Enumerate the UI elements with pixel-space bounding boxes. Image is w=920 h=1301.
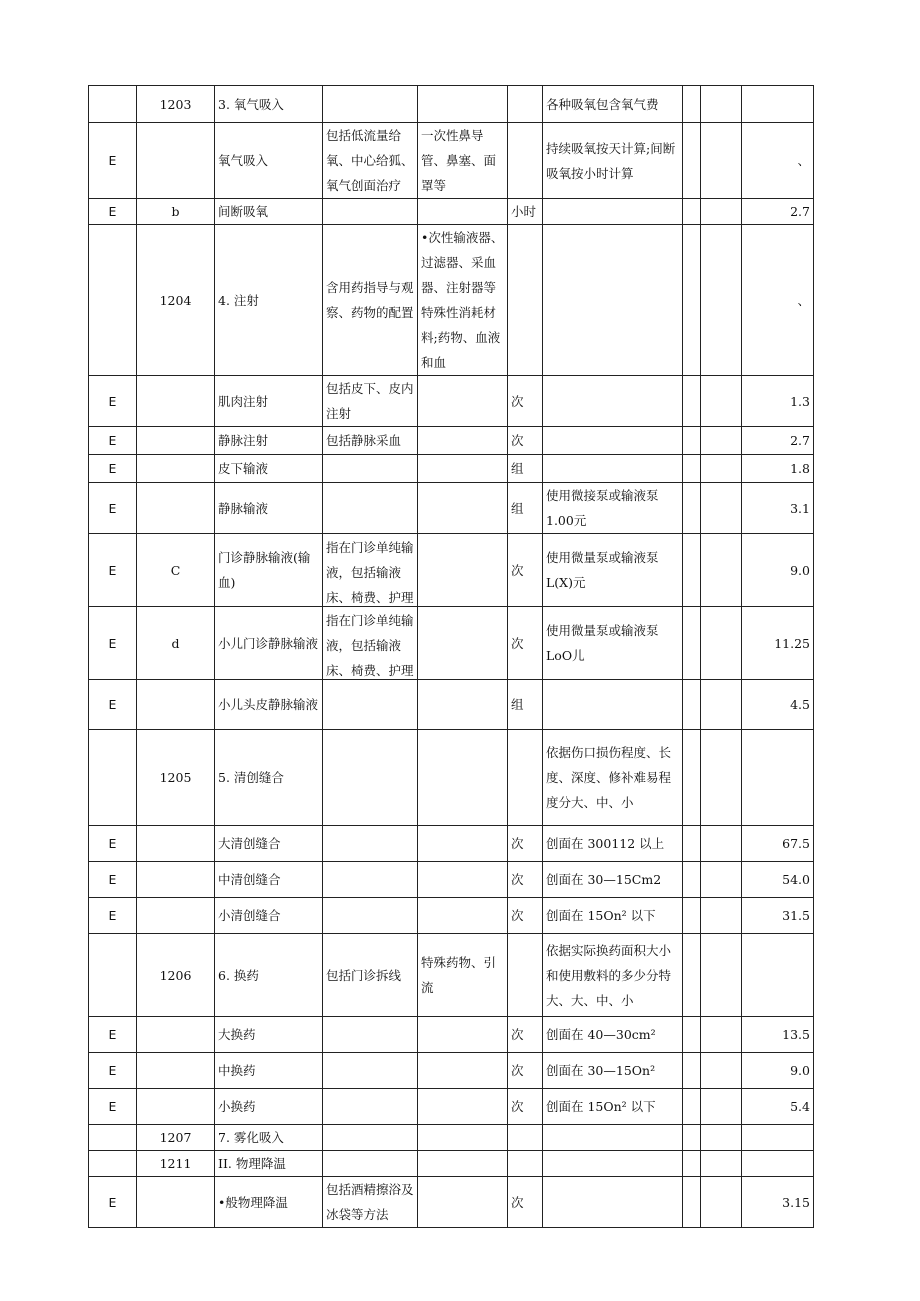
category-cell: E: [89, 427, 137, 455]
price-cell: 1.3: [742, 376, 814, 427]
note-cell: 依据伤口损伤程度、长度、深度、修补难易程度分大、中、小: [543, 730, 683, 826]
unit-cell: [508, 123, 543, 199]
price-cell: 2.7: [742, 427, 814, 455]
blank-cell: [701, 376, 742, 427]
content-cell: [323, 898, 418, 934]
blank-cell: [701, 826, 742, 862]
item-name-cell: 7. 雾化吸入: [215, 1125, 323, 1151]
category-cell: E: [89, 1089, 137, 1125]
blank-cell: [683, 123, 701, 199]
note-cell: [543, 225, 683, 376]
item-name-cell: •般物理降温: [215, 1177, 323, 1228]
table-row: [89, 483, 814, 534]
price-cell: 9.0: [742, 1053, 814, 1089]
unit-cell: [508, 225, 543, 376]
table-row: [89, 862, 814, 898]
unit-cell: [508, 86, 543, 123]
note-cell: [543, 1125, 683, 1151]
content-text: 指在门诊单纯输液，包括输液床、椅费、护理: [326, 539, 414, 605]
category-cell: E: [89, 123, 137, 199]
table-row: [89, 898, 814, 934]
category-cell: E: [89, 376, 137, 427]
content-cell: 含用药指导与观察、药物的配置: [323, 225, 418, 376]
code-cell: [137, 862, 215, 898]
blank-cell: [683, 934, 701, 1017]
blank-cell: [701, 1053, 742, 1089]
table-row: [89, 123, 814, 199]
price-cell: 4.5: [742, 680, 814, 730]
blank-cell: [701, 1151, 742, 1177]
code-cell: b: [137, 199, 215, 225]
code-cell: [137, 1177, 215, 1228]
table-row: [89, 534, 814, 607]
content-cell: [323, 1089, 418, 1125]
table-row: [89, 86, 814, 123]
material-cell: •次性输液器、过滤器、采血器、注射器等特殊性消耗材料;药物、血液和血: [418, 225, 508, 376]
content-cell: [323, 455, 418, 483]
blank-cell: [701, 123, 742, 199]
table-row: [89, 225, 814, 376]
content-cell: [323, 199, 418, 225]
code-cell: 1205: [137, 730, 215, 826]
table-row: [89, 730, 814, 826]
blank-cell: [683, 376, 701, 427]
note-cell: [543, 376, 683, 427]
material-cell: [418, 455, 508, 483]
content-cell: 包括酒精擦浴及冰袋等方法: [323, 1177, 418, 1228]
content-cell: [323, 680, 418, 730]
blank-cell: [683, 607, 701, 680]
unit-cell: 次: [508, 1017, 543, 1053]
content-cell: [323, 826, 418, 862]
category-cell: E: [89, 680, 137, 730]
material-cell: [418, 826, 508, 862]
unit-cell: 次: [508, 1177, 543, 1228]
material-cell: [418, 862, 508, 898]
price-cell: [742, 1125, 814, 1151]
content-cell: [323, 1151, 418, 1177]
item-name-cell: 大换药: [215, 1017, 323, 1053]
blank-cell: [683, 225, 701, 376]
category-cell: E: [89, 862, 137, 898]
table-row: [89, 455, 814, 483]
item-name-cell: 3. 氧气吸入: [215, 86, 323, 123]
category-cell: [89, 1125, 137, 1151]
blank-cell: [683, 199, 701, 225]
item-name-cell: 小清创缝合: [215, 898, 323, 934]
blank-cell: [683, 534, 701, 607]
price-cell: 31.5: [742, 898, 814, 934]
code-cell: [137, 1053, 215, 1089]
unit-cell: 次: [508, 376, 543, 427]
category-cell: E: [89, 826, 137, 862]
material-cell: [418, 1177, 508, 1228]
unit-cell: 组: [508, 483, 543, 534]
note-cell: 各种吸氧包含氧气费: [543, 86, 683, 123]
content-cell: [323, 1125, 418, 1151]
table-row: [89, 1125, 814, 1151]
content-cell: [323, 534, 418, 607]
blank-cell: [701, 534, 742, 607]
material-cell: [418, 1017, 508, 1053]
note-cell: 持续吸氧按天计算;间断吸氧按小时计算: [543, 123, 683, 199]
content-cell: [323, 1017, 418, 1053]
price-cell: 3.15: [742, 1177, 814, 1228]
code-cell: d: [137, 607, 215, 680]
unit-cell: 组: [508, 455, 543, 483]
table-row: [89, 427, 814, 455]
blank-cell: [683, 1177, 701, 1228]
price-cell: 11.25: [742, 607, 814, 680]
blank-cell: [701, 680, 742, 730]
item-name-cell: 中清创缝合: [215, 862, 323, 898]
item-name-cell: 4. 注射: [215, 225, 323, 376]
blank-cell: [683, 86, 701, 123]
price-cell: 1.8: [742, 455, 814, 483]
table-row: [89, 1151, 814, 1177]
code-cell: [137, 1017, 215, 1053]
blank-cell: [683, 1017, 701, 1053]
blank-cell: [683, 826, 701, 862]
price-cell: 9.0: [742, 534, 814, 607]
blank-cell: [701, 225, 742, 376]
blank-cell: [701, 862, 742, 898]
table-body: [89, 86, 814, 1228]
material-cell: [418, 427, 508, 455]
blank-cell: [683, 1151, 701, 1177]
material-cell: [418, 376, 508, 427]
code-cell: 1211: [137, 1151, 215, 1177]
blank-cell: [701, 86, 742, 123]
table-row: [89, 1017, 814, 1053]
category-cell: [89, 225, 137, 376]
code-cell: [137, 427, 215, 455]
code-cell: [137, 826, 215, 862]
blank-cell: [701, 1177, 742, 1228]
note-cell: 创面在 30—15On²: [543, 1053, 683, 1089]
blank-cell: [683, 1053, 701, 1089]
unit-cell: 次: [508, 427, 543, 455]
category-cell: E: [89, 898, 137, 934]
note-cell: [543, 199, 683, 225]
blank-cell: [701, 483, 742, 534]
content-cell: 包括门诊拆线: [323, 934, 418, 1017]
content-cell: 包括皮下、皮内注射: [323, 376, 418, 427]
unit-cell: [508, 1151, 543, 1177]
note-cell: [543, 680, 683, 730]
item-name-cell: 小儿门诊静脉输液: [215, 607, 323, 680]
code-cell: [137, 376, 215, 427]
material-cell: [418, 1089, 508, 1125]
content-cell: [323, 86, 418, 123]
price-cell: 、: [742, 225, 814, 376]
material-cell: 一次性鼻导管、鼻塞、面罩等: [418, 123, 508, 199]
item-name-cell: 肌肉注射: [215, 376, 323, 427]
category-cell: E: [89, 199, 137, 225]
note-cell: 依据实际换药面积大小和使用敷料的多少分特大、大、中、小: [543, 934, 683, 1017]
content-cell: 包括静脉采血: [323, 427, 418, 455]
table-row: [89, 934, 814, 1017]
price-cell: 5.4: [742, 1089, 814, 1125]
content-cell: [323, 607, 418, 680]
price-cell: [742, 1151, 814, 1177]
blank-cell: [701, 1125, 742, 1151]
blank-cell: [701, 427, 742, 455]
material-cell: [418, 1125, 508, 1151]
unit-cell: [508, 934, 543, 1017]
blank-cell: [683, 730, 701, 826]
note-cell: 创面在 40—30cm²: [543, 1017, 683, 1053]
item-name-cell: II. 物理降温: [215, 1151, 323, 1177]
item-name-cell: 小换药: [215, 1089, 323, 1125]
price-cell: 3.1: [742, 483, 814, 534]
price-cell: 13.5: [742, 1017, 814, 1053]
blank-cell: [683, 455, 701, 483]
content-cell: [323, 862, 418, 898]
code-cell: [137, 455, 215, 483]
item-name-cell: 静脉输液: [215, 483, 323, 534]
content-cell: 包括低流量给氧、中心给狐、氧气创面治疗: [323, 123, 418, 199]
blank-cell: [701, 455, 742, 483]
note-cell: 创面在 300112 以上: [543, 826, 683, 862]
blank-cell: [683, 483, 701, 534]
category-cell: E: [89, 534, 137, 607]
category-cell: E: [89, 455, 137, 483]
code-cell: 1203: [137, 86, 215, 123]
material-cell: [418, 898, 508, 934]
category-cell: E: [89, 483, 137, 534]
unit-cell: [508, 730, 543, 826]
blank-cell: [683, 427, 701, 455]
unit-cell: 组: [508, 680, 543, 730]
code-cell: 1204: [137, 225, 215, 376]
blank-cell: [701, 934, 742, 1017]
material-cell: [418, 1053, 508, 1089]
table-row: [89, 1177, 814, 1228]
material-cell: [418, 680, 508, 730]
unit-cell: 次: [508, 898, 543, 934]
note-cell: [543, 455, 683, 483]
code-cell: [137, 483, 215, 534]
blank-cell: [683, 1125, 701, 1151]
blank-cell: [701, 1017, 742, 1053]
price-cell: [742, 730, 814, 826]
table-row: [89, 1053, 814, 1089]
item-name-cell: 小儿头皮静脉输液: [215, 680, 323, 730]
note-cell: 使用微量泵或输液泵 L(X)元: [543, 534, 683, 607]
material-cell: [418, 534, 508, 607]
unit-cell: 小时: [508, 199, 543, 225]
blank-cell: [701, 607, 742, 680]
category-cell: E: [89, 607, 137, 680]
material-cell: 特殊药物、引流: [418, 934, 508, 1017]
material-cell: [418, 86, 508, 123]
table-row: [89, 376, 814, 427]
table-row: [89, 607, 814, 680]
unit-cell: [508, 1125, 543, 1151]
item-name-cell: 6. 换药: [215, 934, 323, 1017]
table-row: [89, 680, 814, 730]
blank-cell: [683, 1089, 701, 1125]
unit-cell: 次: [508, 607, 543, 680]
code-cell: C: [137, 534, 215, 607]
category-cell: E: [89, 1177, 137, 1228]
note-cell: 使用微量泵或输液泵 LoO儿: [543, 607, 683, 680]
unit-cell: 次: [508, 826, 543, 862]
item-name-cell: 皮下输液: [215, 455, 323, 483]
material-cell: [418, 483, 508, 534]
blank-cell: [701, 898, 742, 934]
unit-cell: 次: [508, 534, 543, 607]
material-cell: [418, 1151, 508, 1177]
content-cell: [323, 1053, 418, 1089]
content-cell: [323, 730, 418, 826]
table-row: [89, 1089, 814, 1125]
code-cell: 1207: [137, 1125, 215, 1151]
material-cell: [418, 607, 508, 680]
price-cell: 2.7: [742, 199, 814, 225]
blank-cell: [683, 862, 701, 898]
category-cell: [89, 1151, 137, 1177]
code-cell: [137, 123, 215, 199]
code-cell: [137, 898, 215, 934]
item-name-cell: 中换药: [215, 1053, 323, 1089]
blank-cell: [683, 898, 701, 934]
price-cell: 、: [742, 123, 814, 199]
table-row: [89, 199, 814, 225]
code-cell: [137, 680, 215, 730]
category-cell: E: [89, 1017, 137, 1053]
price-table: [88, 85, 814, 1228]
table-row: [89, 826, 814, 862]
note-cell: [543, 1177, 683, 1228]
note-cell: 使用微接泵或输液泵 1.00元: [543, 483, 683, 534]
unit-cell: 次: [508, 1089, 543, 1125]
price-cell: 54.0: [742, 862, 814, 898]
category-cell: [89, 730, 137, 826]
price-cell: [742, 86, 814, 123]
note-cell: [543, 1151, 683, 1177]
code-cell: 1206: [137, 934, 215, 1017]
note-cell: [543, 427, 683, 455]
content-text: 指在门诊单纯输液，包括输液床、椅费、护理: [326, 612, 414, 678]
price-cell: 67.5: [742, 826, 814, 862]
blank-cell: [701, 1089, 742, 1125]
material-cell: [418, 199, 508, 225]
item-name-cell: 氧气吸入: [215, 123, 323, 199]
unit-cell: 次: [508, 1053, 543, 1089]
blank-cell: [701, 730, 742, 826]
content-cell: [323, 483, 418, 534]
category-cell: E: [89, 1053, 137, 1089]
note-cell: 创面在 15On² 以下: [543, 898, 683, 934]
category-cell: [89, 934, 137, 1017]
note-cell: 创面在 30—15Cm2: [543, 862, 683, 898]
item-name-cell: 静脉注射: [215, 427, 323, 455]
item-name-cell: 间断吸氧: [215, 199, 323, 225]
unit-cell: 次: [508, 862, 543, 898]
item-name-cell: 大清创缝合: [215, 826, 323, 862]
category-cell: [89, 86, 137, 123]
material-cell: [418, 730, 508, 826]
blank-cell: [701, 199, 742, 225]
code-cell: [137, 1089, 215, 1125]
item-name-cell: 门诊静脉输液(输血): [215, 534, 323, 607]
blank-cell: [683, 680, 701, 730]
note-cell: 创面在 15On² 以下: [543, 1089, 683, 1125]
item-name-cell: 5. 清创缝合: [215, 730, 323, 826]
price-cell: [742, 934, 814, 1017]
